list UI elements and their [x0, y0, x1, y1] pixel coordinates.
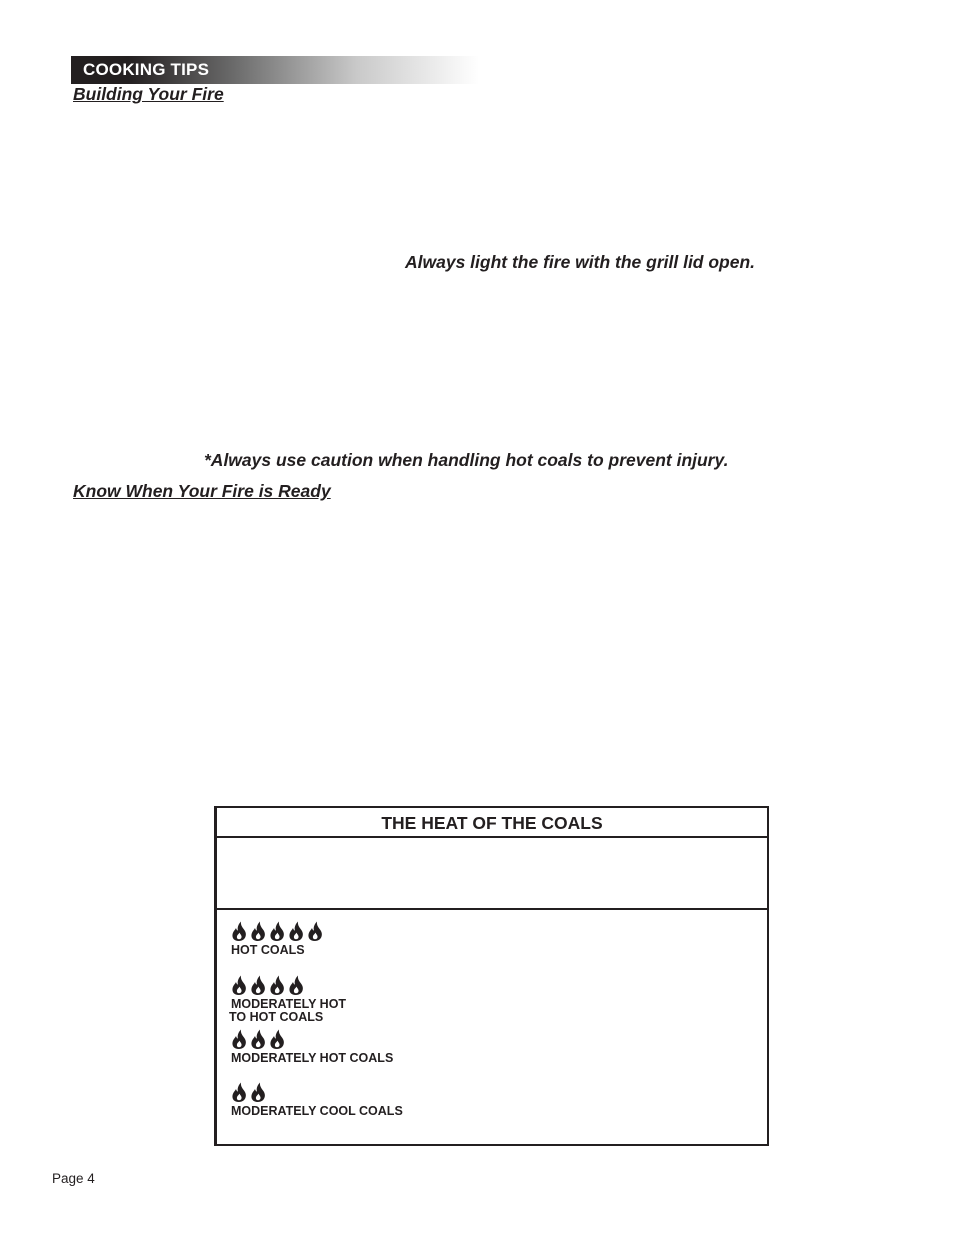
- flame-icon: [250, 974, 266, 996]
- page-number: Page 4: [52, 1171, 95, 1186]
- subheading-fire-ready: Know When Your Fire is Ready: [73, 481, 331, 501]
- table-title: THE HEAT OF THE COALS: [217, 808, 767, 838]
- note-light-lid-open: Always light the fire with the grill lid open.: [405, 252, 756, 272]
- heat-level-moderately-hot: [231, 1028, 393, 1065]
- section-title: COOKING TIPS: [83, 60, 210, 79]
- flame-icon: [250, 1081, 266, 1103]
- table-divider: [217, 908, 767, 910]
- flame-icon: [288, 974, 304, 996]
- subheading-building-fire: Building Your Fire: [73, 84, 224, 104]
- level-label: HOT COALS: [231, 943, 305, 957]
- note-caution-hot-coals: *Always use caution when handling hot coals to prevent injury.: [204, 450, 729, 470]
- heat-level-hot: [231, 920, 323, 957]
- heat-level-moderately-hot-to-hot: [231, 974, 346, 1024]
- heat-of-coals-table: [214, 806, 769, 1146]
- flame-rating: [231, 1028, 393, 1050]
- flame-rating: [231, 920, 323, 942]
- flame-icon: [231, 1028, 247, 1050]
- level-label: MODERATELY HOT: [231, 997, 347, 1011]
- flame-rating: [231, 974, 346, 996]
- flame-icon: [250, 1028, 266, 1050]
- flame-icon: [269, 1028, 285, 1050]
- flame-icon: [307, 920, 323, 942]
- level-label: MODERATELY HOT COALS: [231, 1051, 394, 1065]
- level-label: MODERATELY COOL COALS: [231, 1104, 403, 1118]
- heat-level-moderately-cool: [231, 1081, 403, 1118]
- flame-rating: [231, 1081, 403, 1103]
- flame-icon: [231, 920, 247, 942]
- level-label-line2: TO HOT COALS: [229, 1010, 324, 1024]
- flame-icon: [288, 920, 304, 942]
- flame-icon: [250, 920, 266, 942]
- flame-icon: [231, 1081, 247, 1103]
- flame-icon: [269, 974, 285, 996]
- flame-icon: [269, 920, 285, 942]
- flame-icon: [231, 974, 247, 996]
